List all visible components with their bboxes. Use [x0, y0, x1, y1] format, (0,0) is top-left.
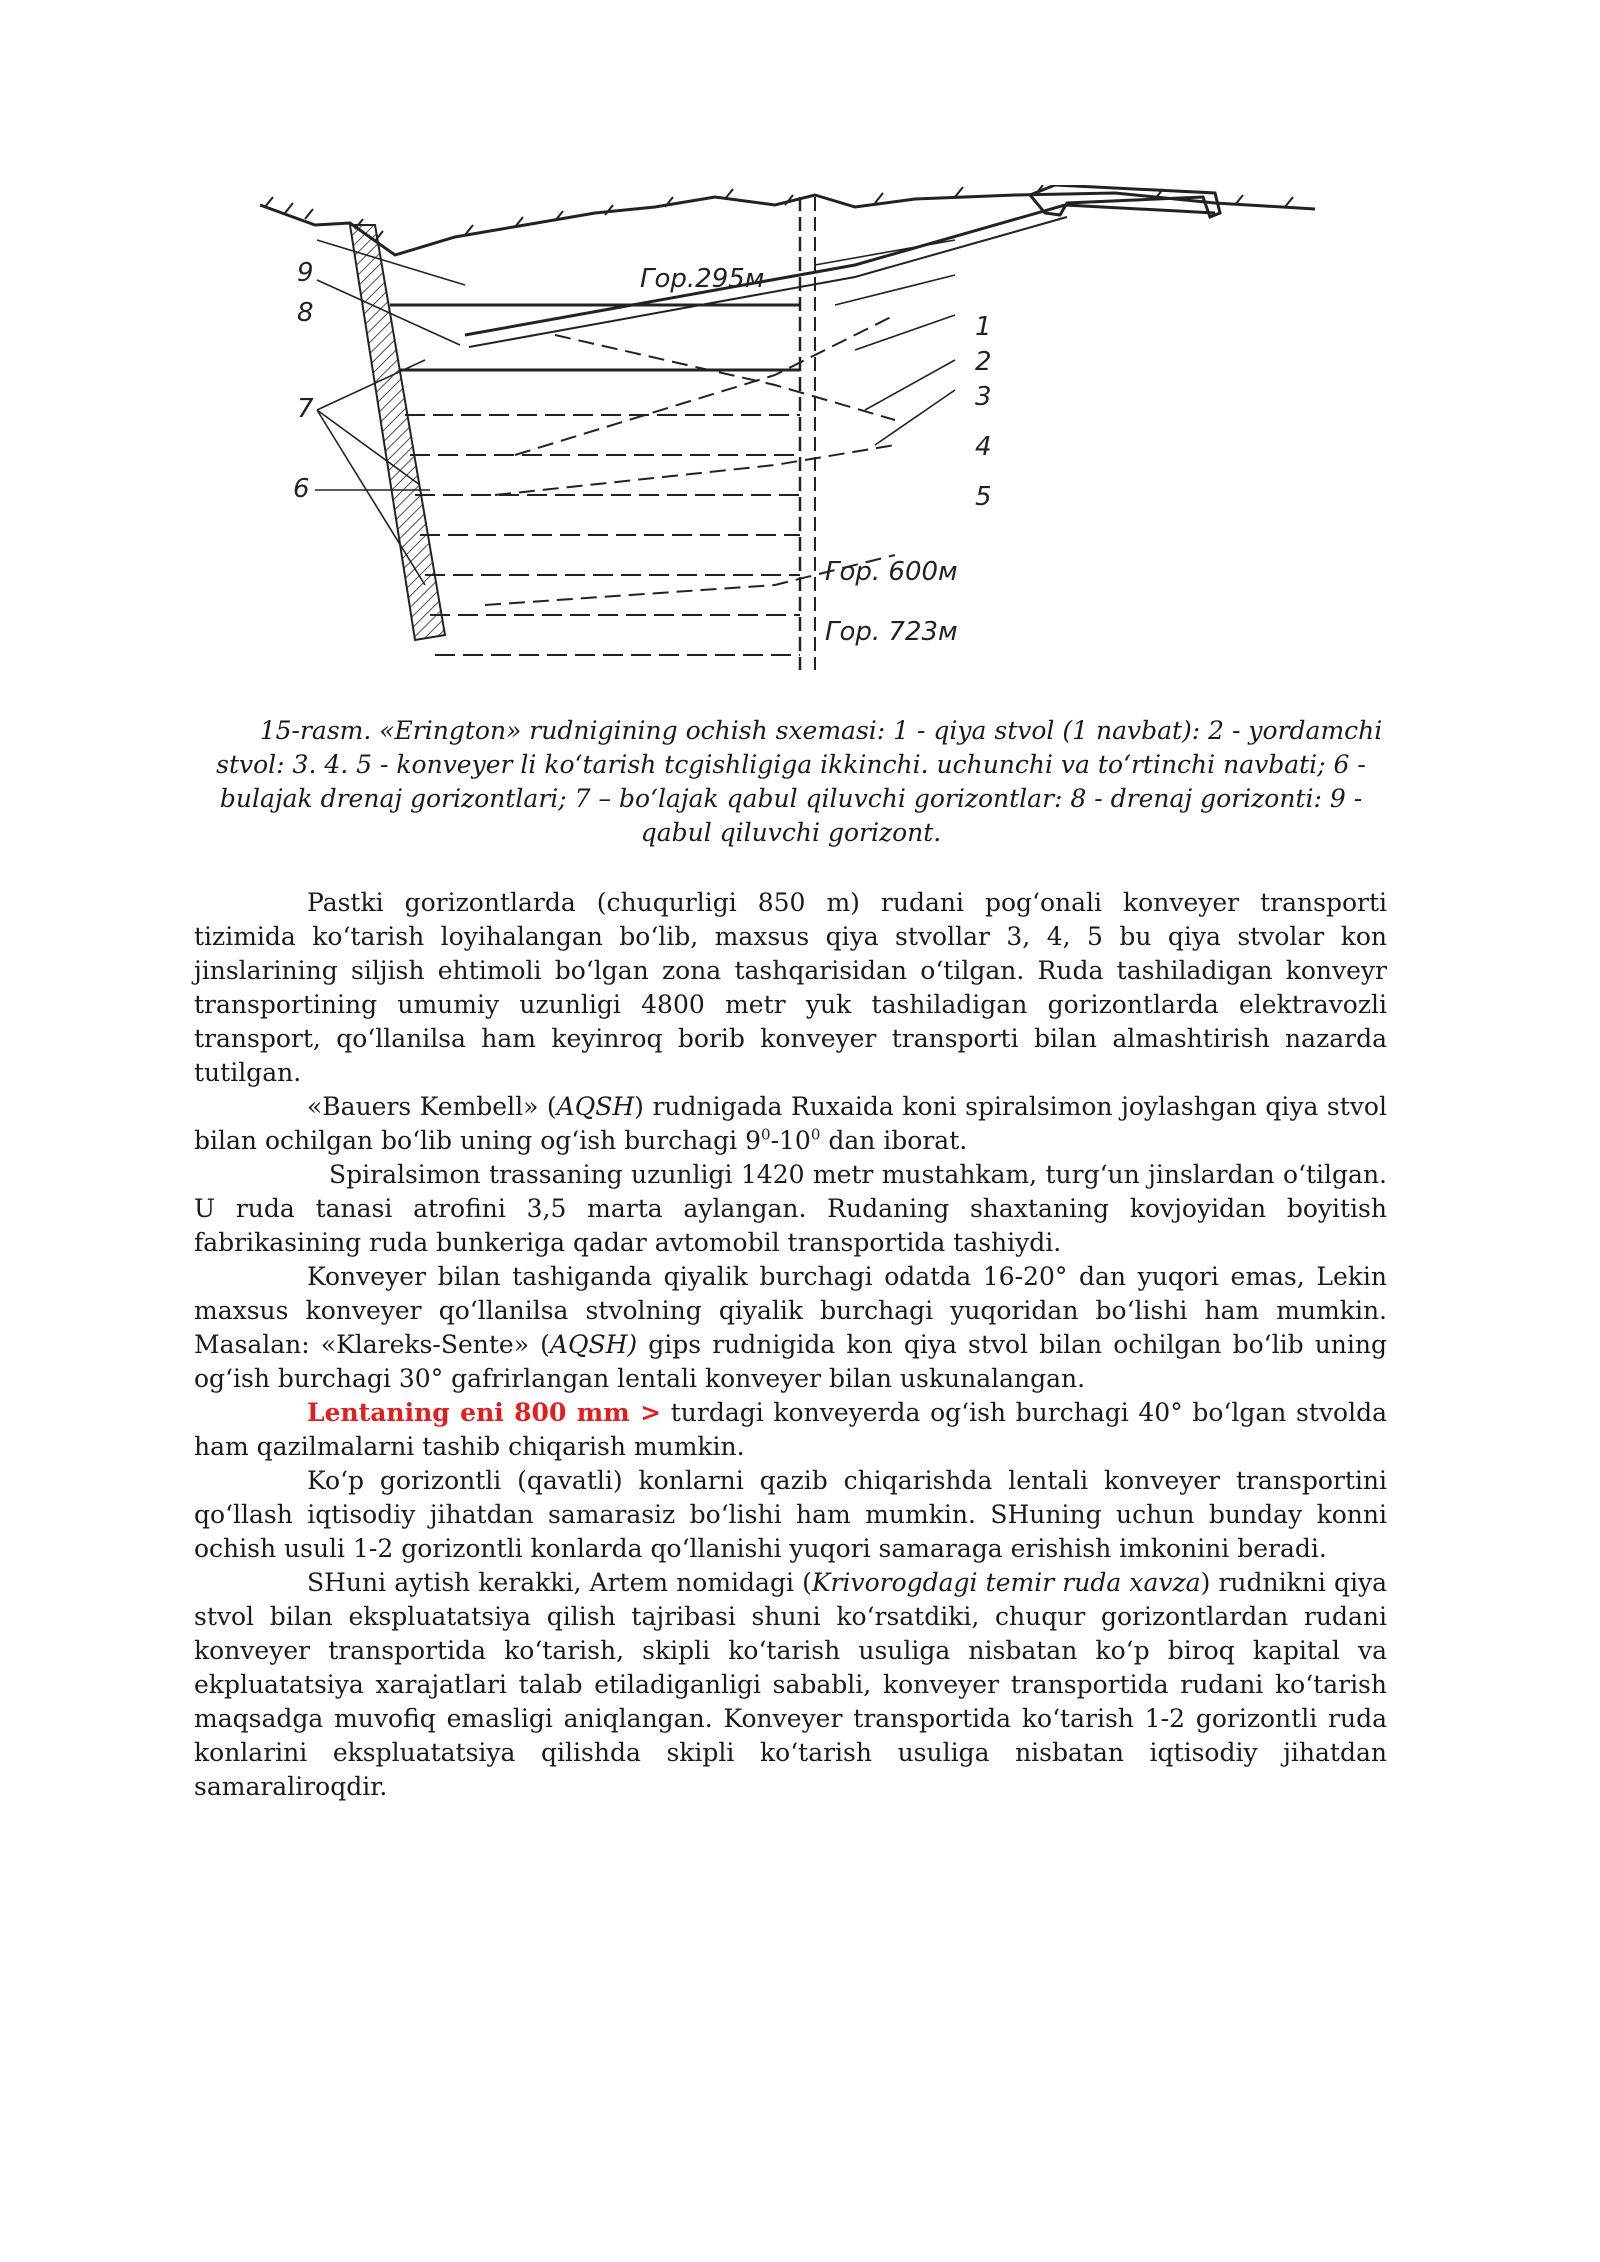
- level-label-600: Гор. 600м: [825, 557, 958, 587]
- mine-opening-scheme-figure: [255, 185, 1335, 690]
- figure-label-9: 9: [297, 258, 314, 288]
- paragraph-4: Konveyer bilan tashiganda qiyalik burchagi odatda 16-20° dan yuqori emas, Lekin maxsus konveyer qo‘llanilsa stvolning qiyalik burchagi yuqoridan bo‘lishi ham mumkin. Masalan: «Klareks-Sente» (AQSH) gips rudnigida kon qiya stvol bilan ochilgan bo‘lib uning og‘ish burchagi 30° gafrirlangan lentali konveyer bilan uskunalangan.: [194, 1262, 1388, 1393]
- caption-line-1: 15-rasm. «Erington» rudnigining ochish sxemasi: 1 - qiya stvol (1 navbat): 2 - yordamchi: [259, 716, 1383, 745]
- paragraph-1: Pastki gorizontlarda (chuqurligi 850 m) rudani pog‘onali konveyer transporti tizimida ko‘tarish loyihalangan bo‘lib, maxsus qiya stvollar 3, 4, 5 bu qiya stvolar kon jinslarining siljish ehtimoli bo‘lgan zona tashqarisidan o‘tilgan. Ruda tashiladigan konveyr transportining umumiy uzunligi 4800 metr yuk tashiladigan gorizontlarda elektravozli transport, qo‘llanilsa ham keyinroq borib konveyer transporti bilan almashtirish nazarda tutilgan.: [194, 888, 1387, 1087]
- figure-label-3: 3: [975, 382, 992, 412]
- ground-hatching: [265, 185, 1293, 241]
- paragraph-5: Lentaning eni 800 mm > turdagi konveyerda og‘ish burchagi 40° bo‘lgan stvolda ham qazilmalarni tashib chiqarish mumkin.: [194, 1398, 1387, 1461]
- pit-wall: [350, 225, 445, 640]
- figure-caption: [196, 714, 1386, 850]
- paragraph-7: SHuni aytish kerakki, Artem nomidagi (Krivorogdagi temir ruda xavza) rudnikni qiya stvol bilan ekspluatatsiya qilish tajribasi shuni ko‘rsatdiki, chuqur gorizontlardan rudani konveyer transportida ko‘tarish, skipli ko‘tarish usuliga nisbatan ko‘p biroq kapital va ekpluatatsiya xarajatlari talab etiladiganligi sababli, konveyer transportida rudani ko‘tarish maqsadga muvofiq emasligi aniqlangan. Konveyer transportida ko‘tarish 1-2 gorizontli ruda konlarini ekspluatatsiya qilishda skipli ko‘tarish usuliga nisbatan iqtisodiy jihatdan samaraliroqdir.: [194, 1568, 1387, 1801]
- level-label-723: Гор. 723м: [825, 617, 958, 647]
- caption-rest: stvol: 3. 4. 5 - konveyer li ko‘tarish tcgishligiga ikkinchi. uchunchi va to‘rtinchi navbati; 6 - bulajak drenaj gorizontlari; 7 – bo‘lajak qabul qiluvchi gorizontlar: 8 - drenaj gorizonti: 9 - qabul qiluvchi gorizont.: [216, 750, 1366, 847]
- paragraph-3: Spiralsimon trassaning uzunligi 1420 metr mustahkam, turg‘un jinslardan o‘tilgan. U ruda tanasi atrofini 3,5 marta aylangan. Rudaning shaxtaning kovjoyidan boyitish fabrikasining ruda bunkeriga qadar avtomobil transportida tashiydi.: [194, 1160, 1387, 1257]
- paragraph-6: Ko‘p gorizontli (qavatli) konlarni qazib chiqarishda lentali konveyer transportini qo‘llash iqtisodiy jihatdan samarasiz bo‘lishi ham mumkin. SHuning uchun bunday konni ochish usuli 1-2 gorizontli konlarda qo‘llanishi yuqori samaraga erishish imkonini beradi.: [194, 1466, 1387, 1563]
- body-text: [194, 886, 1387, 1804]
- paragraph-2: «Bauers Kembell» (AQSH) rudnigada Ruxaida koni spiralsimon joylashgan qiya stvol bilan ochilgan bo‘lib uning og‘ish burchagi $9^0-10^0$ dan iborat.: [194, 1092, 1387, 1155]
- figure-label-5: 5: [975, 482, 992, 512]
- figure-label-7: 7: [297, 394, 314, 424]
- inclined-shaft-1: [465, 205, 1215, 335]
- highlighted-text: Lentaning eni 800 mm >: [307, 1398, 662, 1427]
- inclined-shaft-5: [495, 445, 895, 495]
- figure-label-2: 2: [975, 347, 992, 377]
- figure-label-8: 8: [297, 298, 314, 328]
- level-label-295: Гор.295м: [640, 264, 765, 294]
- inclined-shaft-4: [515, 315, 895, 455]
- figure-label-1: 1: [975, 312, 992, 342]
- figure-label-4: 4: [975, 432, 992, 462]
- figure-label-6: 6: [293, 474, 310, 504]
- inclined-shaft-3: [555, 335, 895, 420]
